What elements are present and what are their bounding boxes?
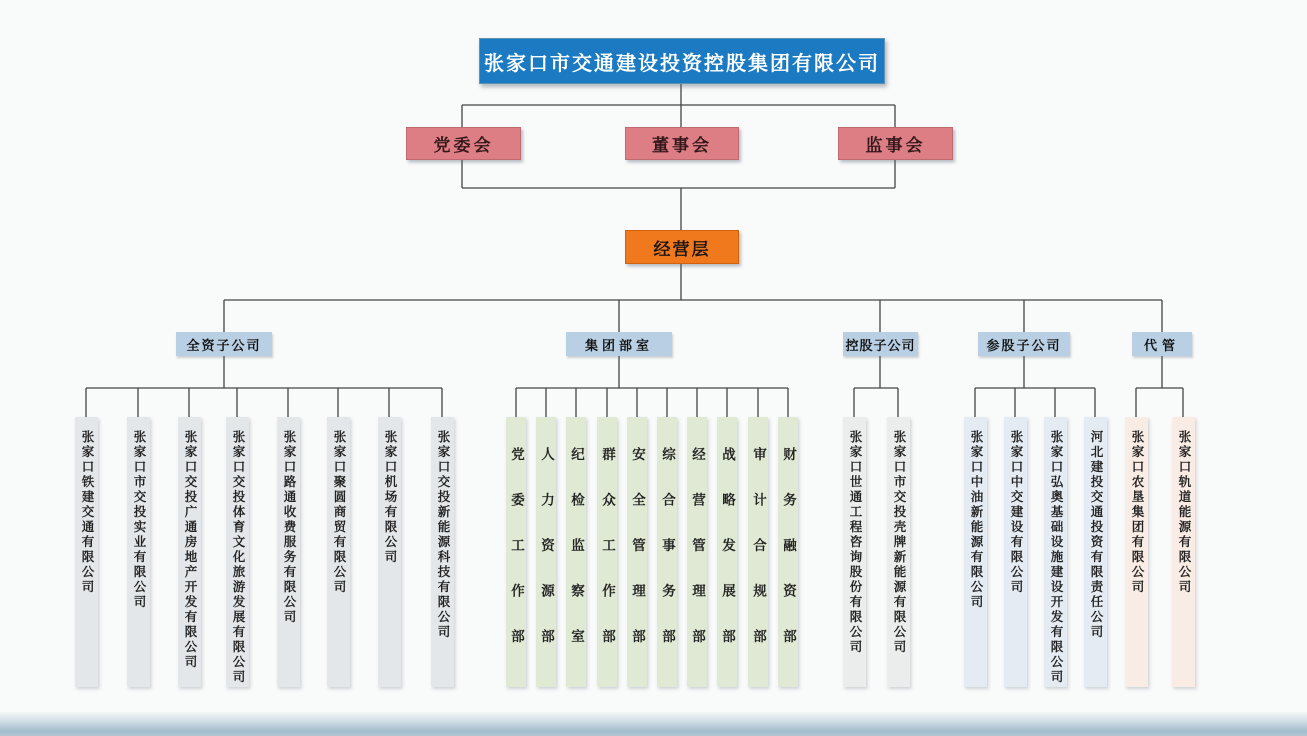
board-of-directors-box: 董事会	[625, 127, 739, 160]
department-column: 群众工作部	[597, 417, 617, 687]
equity-subsidiary-column: 张家口弘奥基础设施建设开发有限公司	[1044, 417, 1067, 687]
department-column: 综合事务部	[657, 417, 677, 687]
scan-edge-band	[0, 712, 1307, 736]
root-company-box: 张家口市交通建设投资控股集团有限公司	[479, 38, 885, 84]
wholly-owned-subsidiary-column: 张家口交投体育文化旅游发展有限公司	[226, 417, 249, 687]
holding-subsidiary-column: 张家口世通工程咨询股份有限公司	[843, 417, 866, 687]
equity-subsidiary-column: 张家口中交建设有限公司	[1004, 417, 1027, 687]
department-column: 审计合规部	[748, 417, 768, 687]
wholly-owned-subsidiary-column: 张家口铁建交通有限公司	[75, 417, 98, 687]
department-column: 财务融资部	[778, 417, 798, 687]
department-column: 安全管理部	[627, 417, 647, 687]
holding-subsidiary-column: 张家口市交投壳牌新能源有限公司	[887, 417, 910, 687]
department-column: 经营管理部	[687, 417, 707, 687]
group-header-holding: 控股子公司	[843, 332, 918, 356]
wholly-owned-subsidiary-column: 张家口聚圆商贸有限公司	[327, 417, 350, 687]
wholly-owned-subsidiary-column: 张家口机场有限公司	[378, 417, 401, 687]
management-layer-box: 经营层	[625, 230, 739, 264]
department-column: 战略发展部	[717, 417, 737, 687]
wholly-owned-subsidiary-column: 张家口路通收费服务有限公司	[277, 417, 300, 687]
department-column: 党委工作部	[506, 417, 526, 687]
group-header-managed: 代管	[1132, 332, 1192, 356]
managed-company-column: 张家口轨道能源有限公司	[1172, 417, 1195, 687]
group-header-equity: 参股子公司	[978, 332, 1070, 356]
group-header-departments: 集团部室	[566, 332, 672, 356]
equity-subsidiary-column: 河北建投交通投资有限责任公司	[1084, 417, 1107, 687]
party-committee-box: 党委会	[406, 127, 521, 160]
equity-subsidiary-column: 张家口中油新能源有限公司	[964, 417, 987, 687]
managed-company-column: 张家口农垦集团有限公司	[1125, 417, 1148, 687]
department-column: 纪检监察室	[566, 417, 586, 687]
board-of-supervisors-box: 监事会	[838, 127, 953, 160]
department-column: 人力资源部	[536, 417, 556, 687]
group-header-wholly-owned: 全资子公司	[176, 332, 272, 356]
wholly-owned-subsidiary-column: 张家口交投广通房地产开发有限公司	[178, 417, 201, 687]
wholly-owned-subsidiary-column: 张家口交投新能源科技有限公司	[431, 417, 454, 687]
wholly-owned-subsidiary-column: 张家口市交投实业有限公司	[127, 417, 150, 687]
